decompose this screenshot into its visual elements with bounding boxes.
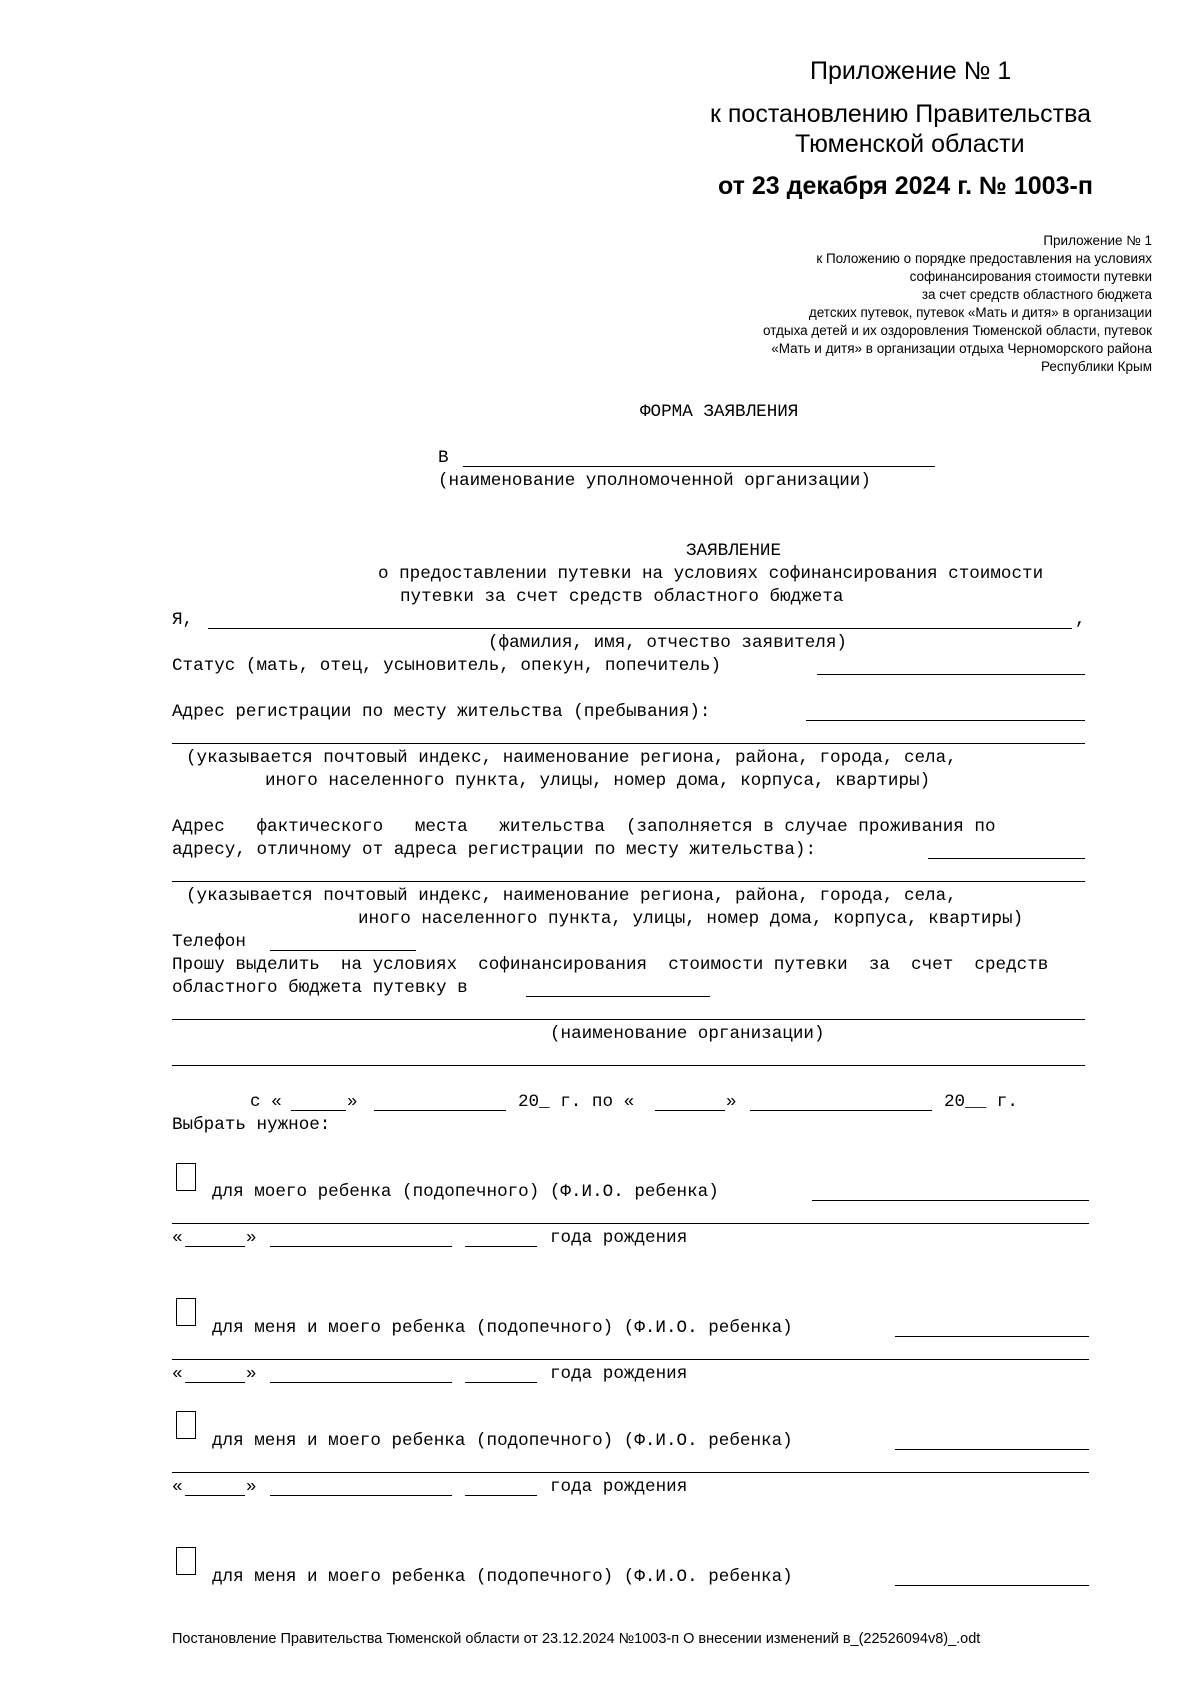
option-4-child-name-field[interactable]	[895, 1585, 1089, 1586]
sub-annex-line: Республики Крым	[1041, 359, 1152, 374]
statement-title: ЗАЯВЛЕНИЕ	[686, 541, 782, 561]
option-1-child-name-field[interactable]	[812, 1200, 1089, 1201]
period-from-day-field[interactable]	[291, 1110, 346, 1111]
option-3-birth-month-field[interactable]	[270, 1495, 452, 1496]
choose-label: Выбрать нужное:	[172, 1115, 331, 1135]
resolution-line-1: к постановлению Правительства	[710, 100, 1092, 128]
sub-annex-line: за счет средств областного бюджета	[921, 287, 1152, 302]
statement-subtitle-1: о предоставлении путевки на условиях софинансирования стоимости	[378, 564, 1044, 584]
actual-address-text-2: адресу, отличному от адреса регистрации по месту жительства):	[172, 840, 817, 860]
option-4-checkbox[interactable]	[176, 1547, 196, 1575]
option-3-child-name-field-2[interactable]	[172, 1472, 1089, 1473]
to-organization-caption: (наименование уполномоченной организации)	[438, 471, 871, 491]
resolution-line-2: Тюменской области	[795, 130, 1025, 158]
request-text-2: областного бюджета путевку в	[172, 978, 468, 998]
option-2-child-name-field-2[interactable]	[172, 1359, 1089, 1360]
option-2-checkbox[interactable]	[176, 1298, 196, 1326]
sub-annex-block	[452, 232, 1152, 376]
option-3-label: для меня и моего ребенка (подопечного) (Ф.И.О. ребенка)	[212, 1431, 793, 1451]
sub-annex-line: Приложение № 1	[1043, 233, 1152, 248]
sub-annex-line: «Мать и дитя» в организации отдыха Черноморского района	[771, 341, 1152, 356]
period-year-end: 20__ г.	[944, 1092, 1018, 1112]
reg-address-field[interactable]	[806, 720, 1085, 721]
resolution-date-number: от 23 декабря 2024 г. № 1003-п	[718, 172, 1093, 200]
option-3-child-name-field[interactable]	[895, 1449, 1089, 1450]
option-1-birth-year-field[interactable]	[465, 1246, 537, 1247]
option-1-quote-open: «	[172, 1228, 183, 1248]
period-to-day-field[interactable]	[655, 1110, 725, 1111]
to-organization-field[interactable]	[463, 466, 935, 467]
option-3-birth-year-label: года рождения	[550, 1477, 688, 1497]
reg-address-caption-2: иного населенного пункта, улицы, номер дома, корпуса, квартиры)	[265, 771, 931, 791]
option-1-birth-month-field[interactable]	[270, 1246, 452, 1247]
option-1-checkbox[interactable]	[176, 1163, 196, 1191]
option-3-birth-year-field[interactable]	[465, 1495, 537, 1496]
option-3-birth-day-field[interactable]	[185, 1495, 245, 1496]
period-year-to: 20_ г. по «	[518, 1092, 635, 1112]
sub-annex-line: к Положению о порядке предоставления на условиях	[816, 251, 1152, 266]
option-1-quote-close: »	[246, 1228, 257, 1248]
option-2-quote-open: «	[172, 1364, 183, 1384]
actual-address-field-2[interactable]	[172, 881, 1085, 882]
organization-field[interactable]	[526, 996, 710, 997]
status-field[interactable]	[817, 674, 1085, 675]
option-2-birth-year-label: года рождения	[550, 1364, 688, 1384]
option-2-birth-month-field[interactable]	[270, 1382, 452, 1383]
to-label: В	[438, 448, 449, 468]
statement-subtitle-2: путевки за счет средств областного бюджета	[400, 587, 844, 607]
option-4-label: для меня и моего ребенка (подопечного) (Ф.И.О. ребенка)	[212, 1567, 793, 1587]
reg-address-label: Адрес регистрации по месту жительства (пребывания):	[172, 702, 711, 722]
organization-field-2[interactable]	[172, 1019, 1085, 1020]
option-1-birth-year-label: года рождения	[550, 1228, 688, 1248]
applicant-name-caption: (фамилия, имя, отчество заявителя)	[488, 633, 847, 653]
footer-file-name: Постановление Правительства Тюменской области от 23.12.2024 №1003-п О внесении изменений в_(22526094v8)_.odt	[172, 1631, 981, 1647]
option-1-label: для моего ребенка (подопечного) (Ф.И.О. ребенка)	[212, 1182, 719, 1202]
actual-address-field[interactable]	[928, 858, 1085, 859]
phone-field[interactable]	[270, 950, 416, 951]
period-from-month-field[interactable]	[374, 1110, 506, 1111]
phone-label: Телефон	[172, 932, 246, 952]
option-2-quote-close: »	[246, 1364, 257, 1384]
form-title: ФОРМА ЗАЯВЛЕНИЯ	[640, 402, 799, 422]
actual-address-caption-2: иного населенного пункта, улицы, номер дома, корпуса, квартиры)	[358, 909, 1024, 929]
period-quote-close-2: »	[726, 1092, 737, 1112]
applicant-name-field[interactable]	[208, 628, 1072, 629]
option-2-birth-year-field[interactable]	[465, 1382, 537, 1383]
option-1-birth-day-field[interactable]	[185, 1246, 245, 1247]
sub-annex-line: отдыха детей и их оздоровления Тюменской области, путевок	[763, 323, 1152, 338]
option-2-birth-day-field[interactable]	[185, 1382, 245, 1383]
organization-field-3[interactable]	[172, 1065, 1085, 1066]
status-label: Статус (мать, отец, усыновитель, опекун, попечитель)	[172, 656, 722, 676]
reg-address-field-2[interactable]	[172, 743, 1085, 744]
actual-address-caption-1: (указывается почтовый индекс, наименование региона, района, города, села,	[186, 886, 957, 906]
period-to-month-field[interactable]	[750, 1110, 932, 1111]
option-3-quote-open: «	[172, 1477, 183, 1497]
sub-annex-line: детских путевок, путевок «Мать и дитя» в организации	[808, 305, 1152, 320]
option-2-label: для меня и моего ребенка (подопечного) (Ф.И.О. ребенка)	[212, 1318, 793, 1338]
annex-heading: Приложение № 1	[810, 57, 1012, 85]
request-text-1: Прошу выделить на условиях софинансирования стоимости путевки за счет средств	[172, 955, 1049, 975]
sub-annex-line: софинансирования стоимости путевки	[909, 269, 1152, 284]
reg-address-caption-1: (указывается почтовый индекс, наименование региона, района, города, села,	[186, 748, 957, 768]
period-from-label: с «	[250, 1092, 282, 1112]
option-3-checkbox[interactable]	[176, 1411, 196, 1439]
actual-address-text-1: Адрес фактического места жительства (заполняется в случае проживания по	[172, 817, 996, 837]
comma: ,	[1075, 610, 1086, 630]
option-1-child-name-field-2[interactable]	[172, 1223, 1089, 1224]
period-quote-close: »	[347, 1092, 358, 1112]
option-2-child-name-field[interactable]	[895, 1336, 1089, 1337]
option-3-quote-close: »	[246, 1477, 257, 1497]
i-label: Я,	[172, 610, 194, 630]
organization-caption: (наименование организации)	[550, 1024, 825, 1044]
